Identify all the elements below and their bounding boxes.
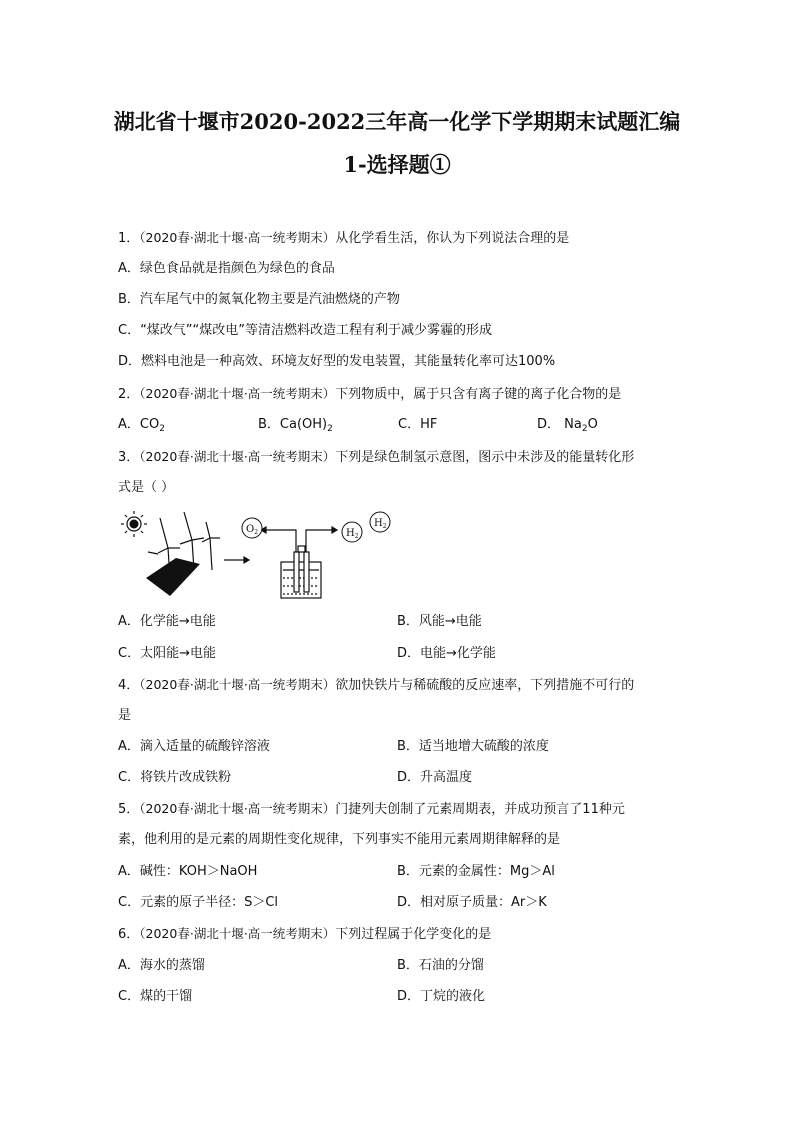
q4-option-c: C．将铁片改成铁粉 bbox=[118, 770, 232, 785]
question-text: 欲加快铁片与稀硫酸的反应速率，下列措施不可行的 bbox=[335, 678, 635, 693]
question-text: 门捷列夫创制了元素周期表，并成功预言了11种元 bbox=[335, 802, 625, 817]
question-number: 1． bbox=[118, 231, 140, 246]
q6-option-b: B．石油的分馏 bbox=[397, 958, 484, 973]
question-source: （2020春·湖北十堰·高一统考期末） bbox=[139, 926, 336, 941]
q4-option-a: A．滴入适量的硫酸锌溶液 bbox=[118, 739, 270, 754]
question-5-stem bbox=[118, 800, 625, 819]
question-number: 5． bbox=[118, 802, 140, 817]
sun-icon bbox=[121, 511, 147, 537]
q1-option-b: B．汽车尾气中的氮氧化物主要是汽油燃烧的产物 bbox=[118, 292, 400, 307]
q5-option-a: A．碱性：KOH＞NaOH bbox=[118, 864, 258, 879]
q6-option-d: D．丁烷的液化 bbox=[397, 989, 486, 1004]
q5-option-b: B．元素的金属性：Mg＞Al bbox=[397, 864, 555, 879]
question-4-stem-cont: 是 bbox=[118, 708, 132, 723]
q3-option-b: B．风能→电能 bbox=[397, 614, 482, 629]
q3-option-d: D．电能→化学能 bbox=[397, 646, 496, 661]
svg-text:H2: $H_2$ bbox=[346, 528, 359, 540]
question-source: （2020春·湖北十堰·高一统考期末） bbox=[139, 230, 336, 245]
q5-option-c: C．元素的原子半径：S＞Cl bbox=[118, 895, 279, 910]
solar-panel-icon bbox=[146, 558, 200, 596]
h2-bubble-icon-2 bbox=[370, 512, 390, 532]
q2-option-b: B．$Ca(OH)_2$ bbox=[258, 417, 333, 434]
question-number: 4． bbox=[118, 678, 140, 693]
page-title-line2: 1-选择题① bbox=[343, 152, 451, 177]
question-text: 下列过程属于化学变化的是 bbox=[335, 927, 492, 942]
question-4-stem bbox=[118, 676, 634, 695]
question-6-stem bbox=[118, 925, 491, 944]
question-text: 下列是绿色制氢示意图，图示中未涉及的能量转化形 bbox=[335, 450, 635, 465]
question-text: 下列物质中，属于只含有离子键的离子化合物的是 bbox=[335, 387, 622, 402]
electrolysis-cell-icon bbox=[261, 527, 337, 598]
q1-option-a: A．绿色食品就是指颜色为绿色的食品 bbox=[118, 261, 335, 276]
question-2-stem bbox=[118, 385, 621, 404]
q4-option-d: D．升高温度 bbox=[397, 770, 473, 785]
question-number: 6． bbox=[118, 927, 140, 942]
question-text: 从化学看生活，你认为下列说法合理的是 bbox=[335, 231, 570, 246]
q1-option-d: D．燃料电池是一种高效、环境友好型的发电装置，其能量转化率可达100% bbox=[118, 354, 556, 369]
question-source: （2020春·湖北十堰·高一统考期末） bbox=[139, 677, 336, 692]
o2-bubble-icon bbox=[242, 518, 262, 538]
svg-text:O2: $O_2$ bbox=[246, 524, 259, 536]
question-3-stem-cont: 式是（ ） bbox=[118, 480, 175, 495]
page-title-line1: 湖北省十堰市2020-2022三年高一化学下学期期末试题汇编 bbox=[113, 109, 681, 134]
question-number: 2． bbox=[118, 387, 140, 402]
q5-option-d: D．相对原子质量：Ar＞K bbox=[397, 895, 547, 910]
question-3-stem bbox=[118, 448, 634, 467]
question-source: （2020春·湖北十堰·高一统考期末） bbox=[139, 386, 336, 401]
q1-option-c: C．“煤改气”“煤改电”等清洁燃料改造工程有利于减少雾霾的形成 bbox=[118, 323, 493, 338]
h2-bubble-icon bbox=[342, 522, 362, 542]
q4-option-b: B．适当地增大硫酸的浓度 bbox=[397, 739, 549, 754]
question-source: （2020春·湖北十堰·高一统考期末） bbox=[139, 801, 336, 816]
question-number: 3． bbox=[118, 450, 140, 465]
q3-option-a: A．化学能→电能 bbox=[118, 614, 216, 629]
q2-option-a: A．$CO_2$ bbox=[118, 417, 165, 434]
question-5-stem-cont: 素，他利用的是元素的周期性变化规律，下列事实不能用元素周期律解释的是 bbox=[118, 832, 561, 847]
green-hydrogen-diagram bbox=[118, 508, 408, 604]
arrow-right-icon bbox=[224, 557, 249, 563]
q2-option-c: C．HF bbox=[398, 417, 438, 432]
q6-option-a: A．海水的蒸馏 bbox=[118, 958, 205, 973]
q3-option-c: C．太阳能→电能 bbox=[118, 646, 216, 661]
question-1-stem bbox=[118, 229, 569, 248]
question-source: （2020春·湖北十堰·高一统考期末） bbox=[139, 449, 336, 464]
q6-option-c: C．煤的干馏 bbox=[118, 989, 193, 1004]
svg-text:H2: $H_2$ bbox=[374, 518, 387, 530]
q2-option-d: D． $Na_2O$ bbox=[537, 417, 598, 434]
